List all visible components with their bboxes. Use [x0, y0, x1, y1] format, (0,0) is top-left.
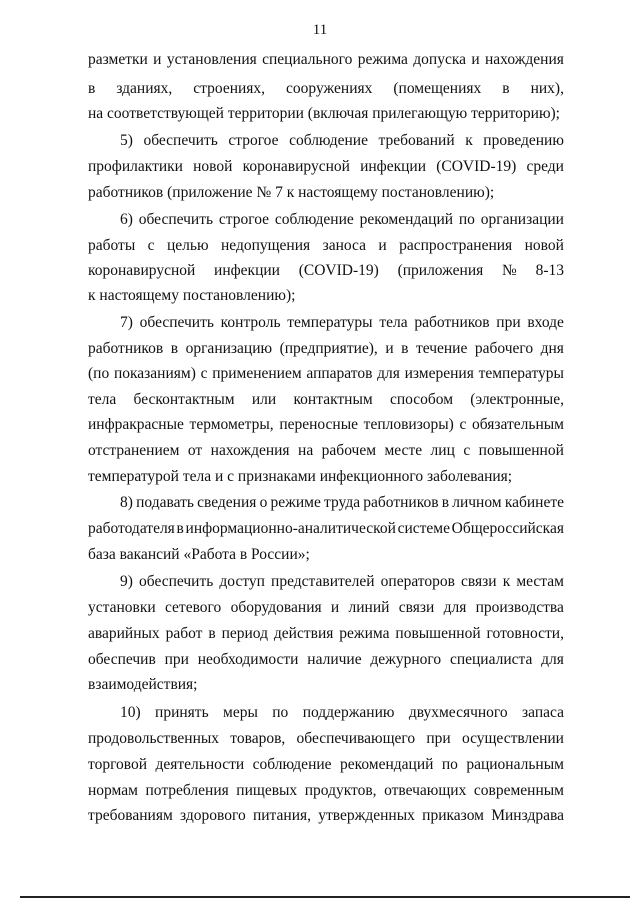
word: торговой — [88, 756, 148, 773]
list-item-line — [120, 703, 564, 723]
text-line: температурой тела и с признаками инфекционного заболевания; — [88, 468, 513, 485]
word: способом — [389, 391, 454, 408]
word: рабочего — [474, 340, 534, 357]
word: строгое — [218, 211, 270, 228]
word: с — [200, 365, 208, 382]
word: при — [164, 651, 189, 668]
word: среди — [526, 158, 564, 175]
word: нормам — [88, 782, 138, 799]
word: в — [88, 80, 96, 97]
text-line — [88, 157, 564, 177]
word: нахождения — [485, 51, 564, 68]
word: обязательным — [472, 416, 564, 433]
word: обеспечить — [139, 314, 214, 331]
word: для — [541, 651, 564, 668]
word: режиме — [270, 494, 321, 511]
word: в — [401, 340, 409, 357]
word: товаров, — [230, 730, 286, 747]
word: разметки — [88, 51, 148, 68]
word: с — [147, 237, 155, 254]
word: повышенной — [395, 625, 481, 642]
word: работодателя — [88, 520, 175, 537]
word: наличие — [307, 651, 362, 668]
text-line — [88, 755, 564, 775]
word: распространения — [399, 237, 513, 254]
word: установления — [166, 51, 257, 68]
word: местам — [516, 573, 564, 590]
word: доступ — [219, 573, 265, 590]
word: (приложения — [397, 262, 484, 279]
word: запаса — [522, 704, 564, 721]
word: приказом — [422, 807, 484, 824]
list-item-line — [120, 210, 564, 230]
word: измерения — [404, 365, 474, 382]
word: и — [330, 599, 340, 616]
text-line: база вакансий «Работа в России»; — [88, 546, 310, 563]
word: коронавирусной — [88, 262, 196, 279]
word: на — [298, 442, 314, 459]
word: деятельности — [155, 756, 245, 773]
word: режима — [357, 51, 408, 68]
word: соблюдение — [274, 211, 354, 228]
word: меры — [223, 704, 258, 721]
word: готовности, — [486, 625, 564, 642]
word: аварийных — [88, 625, 160, 642]
word: рабочем — [321, 442, 377, 459]
word: тепловизоры) — [363, 416, 454, 433]
word: повышенной — [478, 442, 564, 459]
word: контактным — [293, 391, 373, 408]
word: работников — [88, 340, 164, 357]
word: переносные — [279, 416, 359, 433]
word: режима — [339, 625, 390, 642]
word: необходимости — [197, 651, 299, 668]
text-line — [88, 650, 564, 670]
text-line — [88, 390, 564, 410]
scan-edge-rule — [20, 896, 630, 898]
word: течение — [415, 340, 468, 357]
word: по — [441, 756, 458, 773]
word: продуктов, — [304, 782, 377, 799]
word: нахождения — [210, 442, 290, 459]
word: целью — [166, 237, 209, 254]
word: в — [502, 80, 510, 97]
word: с — [459, 416, 467, 433]
word: 8) — [120, 494, 133, 511]
word: и — [471, 51, 480, 68]
word: о — [259, 494, 268, 511]
word: подавать — [136, 494, 194, 511]
text-line — [88, 236, 564, 256]
text-line — [88, 261, 564, 281]
word: допуска — [413, 51, 467, 68]
word: период — [221, 625, 268, 642]
word: современным — [473, 782, 564, 799]
word: рациональным — [466, 756, 564, 773]
word: обеспечить — [138, 211, 214, 228]
page-number: 11 — [312, 22, 328, 38]
word: работников — [414, 314, 490, 331]
word: при — [426, 730, 451, 747]
word: связи — [461, 573, 497, 590]
word: (электронные, — [470, 391, 564, 408]
text-line — [88, 519, 564, 539]
word: Общероссийская — [451, 520, 564, 537]
word: (предприятие), — [279, 340, 378, 357]
word: здорового — [180, 807, 246, 824]
text-line: на соответствующей территории (включая прилегающую территорию); — [88, 105, 560, 122]
word: оборудования — [230, 599, 322, 616]
word: коронавирусной — [242, 158, 350, 175]
word: недопущения — [220, 237, 311, 254]
list-item-line — [120, 131, 564, 151]
text-line — [88, 598, 564, 618]
word: термометры, — [189, 416, 274, 433]
word: № — [502, 262, 517, 279]
word: для — [377, 365, 400, 382]
word: лиц — [430, 442, 455, 459]
word: для — [443, 599, 467, 616]
word: питания, — [252, 807, 311, 824]
word: сооружениях — [286, 80, 373, 97]
word: в — [441, 494, 450, 511]
word: личном — [452, 494, 502, 511]
word: сетевого — [164, 599, 222, 616]
word: утвержденных — [318, 807, 415, 824]
word: новой — [193, 158, 233, 175]
word: 8-13 — [535, 262, 564, 279]
word: проведению — [483, 132, 564, 149]
word: инфекции — [360, 158, 427, 175]
word: контроль — [220, 314, 281, 331]
list-item-line — [120, 313, 564, 333]
word: обеспечить — [143, 132, 218, 149]
text-line — [88, 364, 564, 384]
word: и — [378, 237, 387, 254]
word: или — [251, 391, 277, 408]
word: связи — [398, 599, 435, 616]
word: аппаратов — [306, 365, 373, 382]
word: операторов — [380, 573, 455, 590]
word: работников — [363, 494, 439, 511]
word: них), — [530, 80, 564, 97]
word: (COVID-19) — [298, 262, 379, 279]
word: продовольственных — [88, 730, 220, 747]
word: в — [208, 625, 216, 642]
word: принять — [155, 704, 209, 721]
word: Минздрава — [491, 807, 564, 824]
word: кабинете — [504, 494, 564, 511]
list-item-line — [120, 493, 564, 513]
word: заноса — [322, 237, 366, 254]
word: специального — [262, 51, 353, 68]
word: 6) — [120, 211, 133, 228]
word: потребления — [145, 782, 229, 799]
text-line — [88, 806, 564, 826]
word: и — [153, 51, 162, 68]
word: тела — [379, 314, 408, 331]
word: входе — [527, 314, 564, 331]
word: труда — [324, 494, 361, 511]
word: организации — [480, 211, 564, 228]
text-line — [88, 624, 564, 644]
word: 10) — [120, 704, 141, 721]
word: системе — [397, 520, 450, 537]
word: инфекции — [214, 262, 280, 279]
text-line — [88, 441, 564, 461]
word: отвечающих — [384, 782, 467, 799]
word: (COVID-19) — [436, 158, 517, 175]
list-item-line — [120, 572, 564, 592]
word: специалиста — [449, 651, 533, 668]
text-line — [88, 79, 564, 99]
word: к — [465, 132, 473, 149]
word: строгое — [228, 132, 279, 149]
word: дня — [540, 340, 564, 357]
word: инфракрасные — [88, 416, 184, 433]
word: рекомендаций — [339, 756, 434, 773]
word: работы — [88, 237, 136, 254]
word: требований — [378, 132, 455, 149]
word: информационно-аналитической — [185, 520, 396, 537]
word: к — [502, 573, 511, 590]
word: обеспечивающего — [296, 730, 416, 747]
word: при — [496, 314, 521, 331]
word: обеспечив — [88, 651, 156, 668]
word: пищевых — [236, 782, 298, 799]
word: новой — [524, 237, 564, 254]
word: 9) — [120, 573, 133, 590]
word: 5) — [120, 132, 133, 149]
word: соблюдение — [289, 132, 368, 149]
word: месте — [384, 442, 423, 459]
word: (по — [88, 365, 110, 382]
text-line — [88, 50, 564, 70]
word: рекомендаций — [359, 211, 454, 228]
word: строениях, — [193, 80, 266, 97]
word: организацию — [185, 340, 273, 357]
text-line — [88, 415, 564, 435]
word: по — [272, 704, 289, 721]
word: обеспечить — [139, 573, 214, 590]
word: тела — [88, 391, 117, 408]
word: работ — [165, 625, 203, 642]
text-line: взаимодействия; — [88, 676, 198, 693]
word: двухмесячного — [408, 704, 508, 721]
word: (помещениях — [393, 80, 482, 97]
word: сведения — [197, 494, 257, 511]
word: линий — [348, 599, 390, 616]
word: осуществлении — [461, 730, 564, 747]
word: поддержанию — [302, 704, 395, 721]
text-line: работников (приложение № 7 к настоящему постановлению); — [88, 184, 495, 201]
word: по — [458, 211, 475, 228]
word: действия — [273, 625, 334, 642]
word: отстранением — [88, 442, 180, 459]
word: в — [170, 340, 179, 357]
word: соблюдение — [252, 756, 332, 773]
word: 7) — [120, 314, 133, 331]
word: от — [187, 442, 203, 459]
word: установки — [88, 599, 156, 616]
word: температуры — [478, 365, 564, 382]
word: бесконтактным — [133, 391, 235, 408]
text-line — [88, 729, 564, 749]
word: зданиях, — [116, 80, 173, 97]
word: производства — [475, 599, 564, 616]
word: температуры — [287, 314, 373, 331]
word: применением — [212, 365, 302, 382]
text-line: к настоящему постановлению); — [88, 287, 296, 304]
word: в — [176, 520, 184, 537]
word: требованиям — [88, 807, 173, 824]
text-line — [88, 781, 564, 801]
word: показаниям) — [113, 365, 196, 382]
word: профилактики — [88, 158, 183, 175]
word: дежурного — [370, 651, 442, 668]
word: представителей — [271, 573, 375, 590]
word: с — [463, 442, 471, 459]
word: и — [385, 340, 394, 357]
text-line — [88, 339, 564, 359]
